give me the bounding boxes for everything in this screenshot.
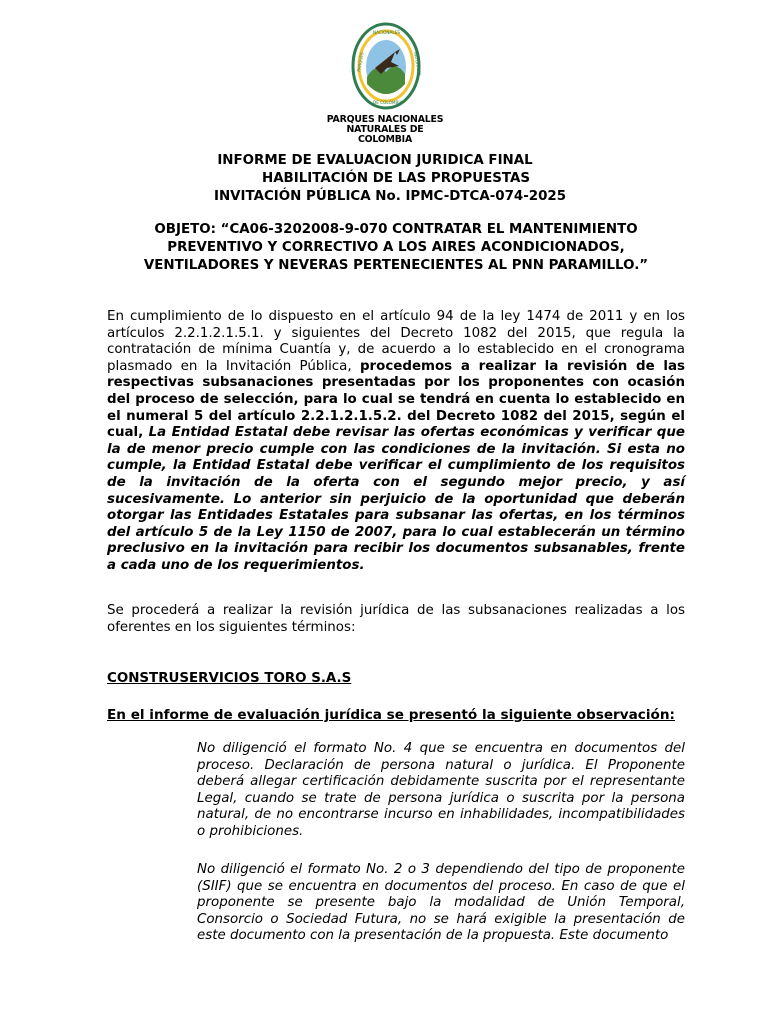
- intro-text-regular: En cumplimiento de lo dispuesto en el artículo 94 de la ley 1474 de 2011 y en los artículos 2.2.1.2.1.5.1. y siguientes del Decreto 1082 del 2015, que regula la contratación de mínima Cuantía y, de acuerdo a lo establecido en el cronograma plasmado en la Invitación Pública,: [107, 309, 685, 374]
- intro-text-bold-italic-quote: La Entidad Estatal debe revisar las ofertas económicas y verificar que la de menor precio cumple con las condiciones de la invitación. Si esta no cumple, la Entidad Estatal debe verificar el cumplimiento de los requisitos de la invitación de la oferta con el segundo mejor precio, y así sucesivamente: [107, 425, 685, 507]
- objeto-line-3: VENTILADORES Y NEVERAS PERTENECIENTES AL PNN PARAMILLO.”: [143, 258, 649, 273]
- logo-ring-text-bottom: DE COLOMBIA: [373, 100, 403, 105]
- review-paragraph: Se procederá a realizar la revisión jurídica de las subsanaciones realizadas a los oferentes en los siguientes términos:: [107, 603, 685, 635]
- intro-text-bold: procedemos a realizar la revisión de las respectivas subsanaciones presentadas por los proponentes con ocasión del proceso de selección, para lo cual se tendrá en cuenta lo establecido en el numeral 5 del artículo 2.2.1.2.1.5.2. del Decreto 1082 del 2015, según el cual,: [107, 358, 686, 441]
- title-line-2: HABILITACIÓN DE LAS PROPUESTAS: [261, 171, 530, 186]
- report-title: [106, 152, 686, 206]
- contract-object: [96, 221, 696, 275]
- logo-ring-text-top: NACIONALES: [373, 30, 401, 35]
- observation-quote-2: No diligenció el formato No. 2 o 3 dependiendo del tipo de proponente (SIIF) que se encuentra en documentos del proceso. En caso de que el proponente se presente bajo la modalidad de Unión Temporal, Consorcio o Sociedad Futura, no se hará exigible la presentación de este documento con la presentación de la propuesta. Este documento: [197, 862, 685, 944]
- company-heading: CONSTRUSERVICIOS TORO S.A.S: [107, 671, 352, 686]
- intro-text-bold-italic-continuation: . Lo anterior sin perjuicio de la oportunidad que deberán otorgar las Entidades Estatales para subsanar las ofertas, en los términos del artículo 5 de la Ley 1150 de 2007, para lo cual establecerán un término preclusivo en la invitación para recibir los documentos subsanables, frente a cada uno de los requerimientos.: [107, 491, 685, 573]
- logo-wordmark-line1: PARQUES NACIONALES: [326, 114, 444, 125]
- logo-wordmark-line2: NATURALES DE COLOMBIA: [346, 124, 424, 145]
- objeto-line-2: PREVENTIVO Y CORRECTIVO A LOS AIRES ACONDICIONADOS,: [167, 240, 625, 255]
- title-line-3: INVITACIÓN PÚBLICA No. IPMC-DTCA-074-2025: [213, 189, 567, 204]
- objeto-line-1: OBJETO: “CA06-3202008-9-070 CONTRATAR EL MANTENIMIENTO: [154, 222, 638, 237]
- organization-logo: [321, 22, 449, 145]
- intro-paragraph: [107, 309, 685, 575]
- logo-ring-text-right: NATURALES: [413, 51, 423, 77]
- parques-nacionales-emblem-icon: [351, 22, 421, 110]
- logo-ring-text-left: PARQUES: [356, 51, 365, 73]
- logo-wordmark: [321, 115, 449, 145]
- title-line-1: INFORME DE EVALUACION JURIDICA FINAL: [217, 153, 533, 168]
- observation-quote-1: No diligenció el formato No. 4 que se encuentra en documentos del proceso. Declaración de persona natural o jurídica. El Proponente deberá allegar certificación debidamente suscrita por el representante Legal, cuando se trate de persona jurídica o suscrita por la persona natural, de no encontrarse incurso en inhabilidades, incompatibilidades o prohibiciones.: [197, 741, 685, 839]
- observation-heading: En el informe de evaluación jurídica se presentó la siguiente observación:: [107, 707, 675, 723]
